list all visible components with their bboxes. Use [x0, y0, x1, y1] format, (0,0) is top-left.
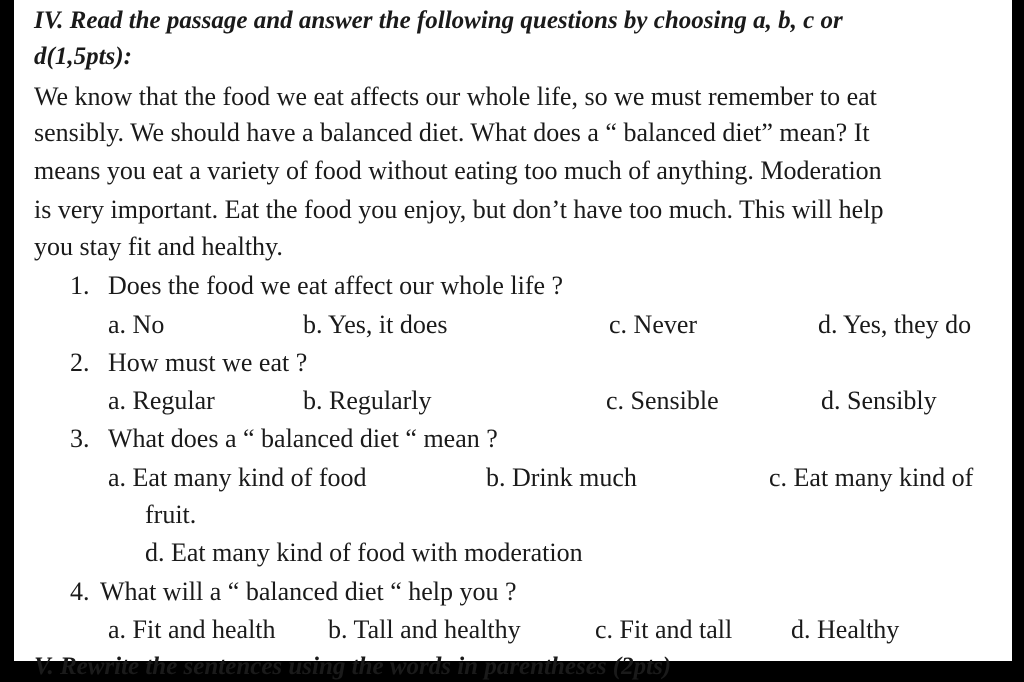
option-b[interactable]: b. Regularly [303, 386, 432, 415]
option-c-continued[interactable]: fruit. [145, 500, 197, 529]
question-text: What will a “ balanced diet “ help you ? [100, 577, 517, 606]
option-c[interactable]: c. Sensible [606, 386, 719, 415]
question-number: 3. [70, 424, 90, 453]
passage-line: We know that the food we eat affects our whole life, so we must remember to eat [34, 82, 877, 111]
question-text: How must we eat ? [108, 348, 308, 377]
option-d[interactable]: d. Eat many kind of food with moderation [145, 538, 583, 567]
option-c[interactable]: c. Never [609, 310, 698, 339]
option-d[interactable]: d. Sensibly [821, 386, 937, 415]
next-section-clip [14, 648, 1012, 680]
option-d[interactable]: d. Healthy [791, 615, 900, 644]
next-section-title: V. Rewrite the sentences using the words in parentheses (2pts) [34, 653, 672, 680]
question-number: 2. [70, 348, 90, 377]
option-a[interactable]: a. No [108, 310, 165, 339]
section-title: IV. Read the passage and answer the following questions by choosing a, b, c or [34, 7, 843, 34]
option-b[interactable]: b. Yes, it does [303, 310, 448, 339]
option-a[interactable]: a. Regular [108, 386, 215, 415]
option-c[interactable]: c. Eat many kind of [769, 463, 974, 492]
worksheet-page [14, 0, 1012, 680]
option-d[interactable]: d. Yes, they do [818, 310, 972, 339]
question-number: 1. [70, 271, 90, 300]
question-text: Does the food we eat affect our whole life ? [108, 271, 564, 300]
passage-line: is very important. Eat the food you enjoy, but don’t have too much. This will help [34, 195, 884, 224]
option-b[interactable]: b. Drink much [486, 463, 637, 492]
option-a[interactable]: a. Fit and health [108, 615, 276, 644]
option-a[interactable]: a. Eat many kind of food [108, 463, 367, 492]
passage-line: sensibly. We should have a balanced diet. What does a “ balanced diet” mean? It [34, 118, 870, 147]
question-number: 4. [70, 577, 90, 606]
passage-line: you stay fit and healthy. [34, 232, 283, 261]
option-b[interactable]: b. Tall and healthy [328, 615, 521, 644]
question-text: What does a “ balanced diet “ mean ? [108, 424, 498, 453]
option-c[interactable]: c. Fit and tall [595, 615, 733, 644]
passage-line: means you eat a variety of food without eating too much of anything. Moderation [34, 156, 882, 185]
section-title-continued: d(1,5pts): [34, 43, 132, 70]
